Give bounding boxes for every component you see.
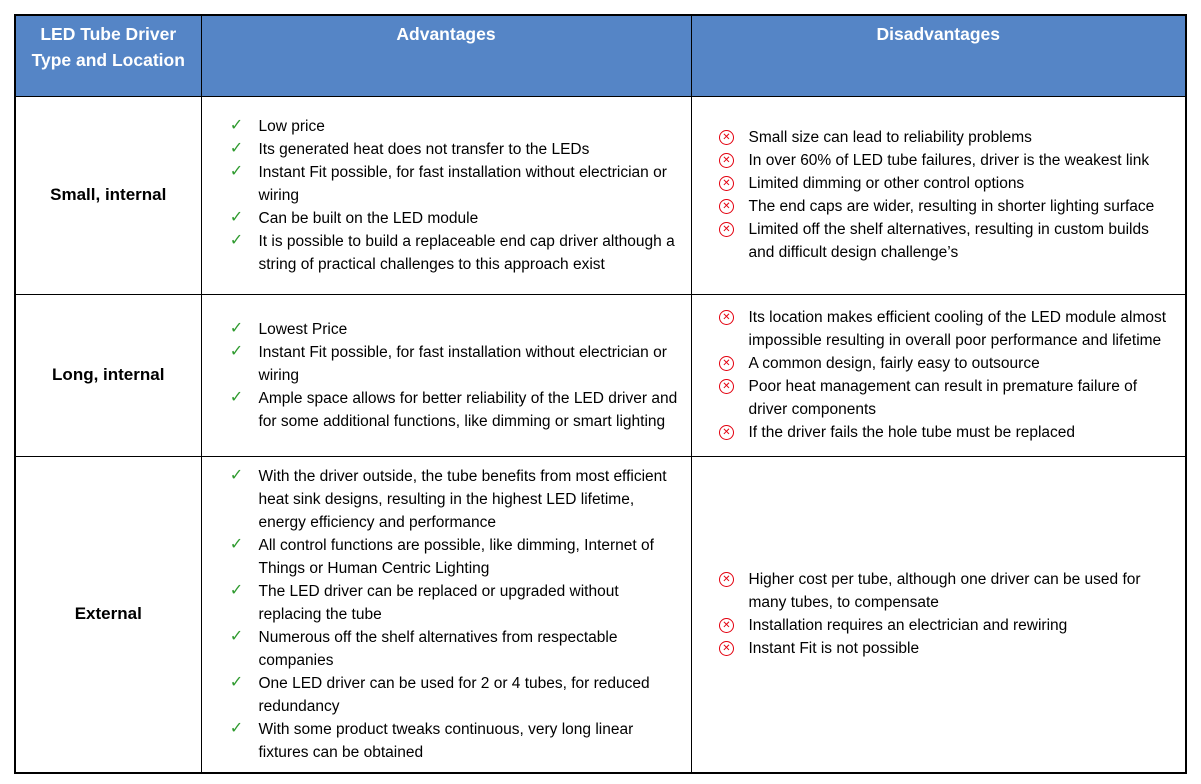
check-icon: ✓ bbox=[229, 209, 244, 226]
disadvantage-text: Higher cost per tube, although one driver can be used for many tubes, to compensate bbox=[748, 571, 1141, 611]
list-item bbox=[692, 172, 1176, 195]
check-icon: ✓ bbox=[229, 389, 244, 406]
advantage-text: Its generated heat does not transfer to the LEDs bbox=[258, 140, 590, 158]
list-item bbox=[692, 375, 1176, 421]
disadvantage-text: Instant Fit is not possible bbox=[748, 640, 920, 657]
check-icon: ✓ bbox=[229, 140, 244, 157]
table-row bbox=[15, 456, 1186, 773]
disadvantages-list bbox=[692, 126, 1176, 264]
advantage-text: Lowest Price bbox=[258, 320, 348, 338]
row-label: External bbox=[15, 456, 201, 773]
list-item bbox=[202, 626, 681, 672]
advantage-text: Instant Fit possible, for fast installation without electrician or wiring bbox=[258, 343, 667, 384]
list-item bbox=[202, 115, 681, 138]
advantage-text: With the driver outside, the tube benefits from most efficient heat sink designs, resulting in the highest LED lifetime, energy efficiency and performance bbox=[258, 467, 667, 531]
disadvantages-cell bbox=[691, 294, 1186, 456]
cross-circle-icon: ✕ bbox=[718, 614, 736, 637]
cross-circle-icon: ✕ bbox=[718, 352, 736, 375]
disadvantage-text: In over 60% of LED tube failures, driver is the weakest link bbox=[748, 152, 1150, 169]
list-item bbox=[692, 126, 1176, 149]
list-item bbox=[692, 218, 1176, 264]
table-body bbox=[15, 96, 1186, 773]
list-item bbox=[202, 718, 681, 764]
check-icon: ✓ bbox=[229, 582, 244, 599]
disadvantage-text: A common design, fairly easy to outsource bbox=[748, 355, 1040, 372]
cross-circle-icon: ✕ bbox=[718, 126, 736, 149]
advantages-cell bbox=[201, 96, 691, 294]
list-item bbox=[692, 195, 1176, 218]
disadvantage-text: If the driver fails the hole tube must be replaced bbox=[748, 424, 1076, 441]
advantage-text: The LED driver can be replaced or upgraded without replacing the tube bbox=[258, 582, 619, 623]
disadvantages-cell bbox=[691, 96, 1186, 294]
list-item bbox=[692, 614, 1176, 637]
list-item bbox=[202, 207, 681, 230]
advantage-text: Low price bbox=[258, 117, 325, 135]
cross-circle-icon: ✕ bbox=[718, 306, 736, 329]
list-item bbox=[692, 421, 1176, 444]
header-row bbox=[15, 15, 1186, 96]
advantages-cell bbox=[201, 294, 691, 456]
cross-circle-icon: ✕ bbox=[718, 218, 736, 241]
list-item bbox=[202, 230, 681, 276]
advantage-text: Numerous off the shelf alternatives from respectable companies bbox=[258, 628, 618, 669]
advantage-text: Can be built on the LED module bbox=[258, 209, 479, 227]
list-item bbox=[692, 352, 1176, 375]
list-item bbox=[202, 580, 681, 626]
advantage-text: Ample space allows for better reliability of the LED driver and for some additional functions, like dimming or smart lighting bbox=[258, 389, 678, 430]
table-header bbox=[15, 15, 1186, 96]
check-icon: ✓ bbox=[229, 320, 244, 337]
list-item bbox=[202, 465, 681, 534]
header-disadvantages: Disadvantages bbox=[691, 15, 1186, 96]
list-item bbox=[692, 637, 1176, 660]
check-icon: ✓ bbox=[229, 674, 244, 691]
disadvantage-text: Poor heat management can result in premature failure of driver components bbox=[748, 378, 1138, 418]
advantage-text: All control functions are possible, like dimming, Internet of Things or Human Centric Lighting bbox=[258, 536, 654, 577]
disadvantage-text: Limited dimming or other control options bbox=[748, 175, 1025, 192]
cross-circle-icon: ✕ bbox=[718, 375, 736, 398]
list-item bbox=[202, 387, 681, 433]
advantage-text: It is possible to build a replaceable end cap driver although a string of practical challenges to this approach exist bbox=[258, 232, 675, 273]
check-icon: ✓ bbox=[229, 628, 244, 645]
header-type-location: LED Tube Driver Type and Location bbox=[15, 15, 201, 96]
disadvantage-text: Installation requires an electrician and rewiring bbox=[748, 617, 1068, 634]
advantages-list bbox=[202, 318, 681, 433]
list-item bbox=[202, 318, 681, 341]
disadvantage-text: The end caps are wider, resulting in shorter lighting surface bbox=[748, 198, 1155, 215]
disadvantage-text: Its location makes efficient cooling of the LED module almost impossible resulting in overall poor performance and lifetime bbox=[748, 309, 1167, 349]
list-item bbox=[692, 306, 1176, 352]
disadvantage-text: Limited off the shelf alternatives, resulting in custom builds and difficult design challenge’s bbox=[748, 221, 1149, 261]
disadvantages-cell bbox=[691, 456, 1186, 773]
check-icon: ✓ bbox=[229, 117, 244, 134]
cross-circle-icon: ✕ bbox=[718, 421, 736, 444]
advantages-list bbox=[202, 115, 681, 276]
check-icon: ✓ bbox=[229, 232, 244, 249]
list-item bbox=[202, 138, 681, 161]
check-icon: ✓ bbox=[229, 163, 244, 180]
row-label: Small, internal bbox=[15, 96, 201, 294]
cross-circle-icon: ✕ bbox=[718, 195, 736, 218]
check-icon: ✓ bbox=[229, 467, 244, 484]
check-icon: ✓ bbox=[229, 343, 244, 360]
list-item bbox=[692, 149, 1176, 172]
advantage-text: With some product tweaks continuous, very long linear fixtures can be obtained bbox=[258, 720, 634, 761]
header-advantages: Advantages bbox=[201, 15, 691, 96]
cross-circle-icon: ✕ bbox=[718, 637, 736, 660]
list-item bbox=[202, 672, 681, 718]
table-row bbox=[15, 96, 1186, 294]
list-item bbox=[202, 534, 681, 580]
cross-circle-icon: ✕ bbox=[718, 172, 736, 195]
disadvantages-list bbox=[692, 568, 1176, 660]
list-item bbox=[692, 568, 1176, 614]
table-row bbox=[15, 294, 1186, 456]
advantages-list bbox=[202, 465, 681, 764]
advantages-cell bbox=[201, 456, 691, 773]
led-driver-comparison-table bbox=[14, 14, 1187, 774]
disadvantages-list bbox=[692, 306, 1176, 444]
row-label: Long, internal bbox=[15, 294, 201, 456]
list-item bbox=[202, 341, 681, 387]
check-icon: ✓ bbox=[229, 720, 244, 737]
advantage-text: Instant Fit possible, for fast installation without electrician or wiring bbox=[258, 163, 667, 204]
check-icon: ✓ bbox=[229, 536, 244, 553]
disadvantage-text: Small size can lead to reliability problems bbox=[748, 129, 1032, 146]
cross-circle-icon: ✕ bbox=[718, 149, 736, 172]
advantage-text: One LED driver can be used for 2 or 4 tubes, for reduced redundancy bbox=[258, 674, 650, 715]
list-item bbox=[202, 161, 681, 207]
cross-circle-icon: ✕ bbox=[718, 568, 736, 591]
